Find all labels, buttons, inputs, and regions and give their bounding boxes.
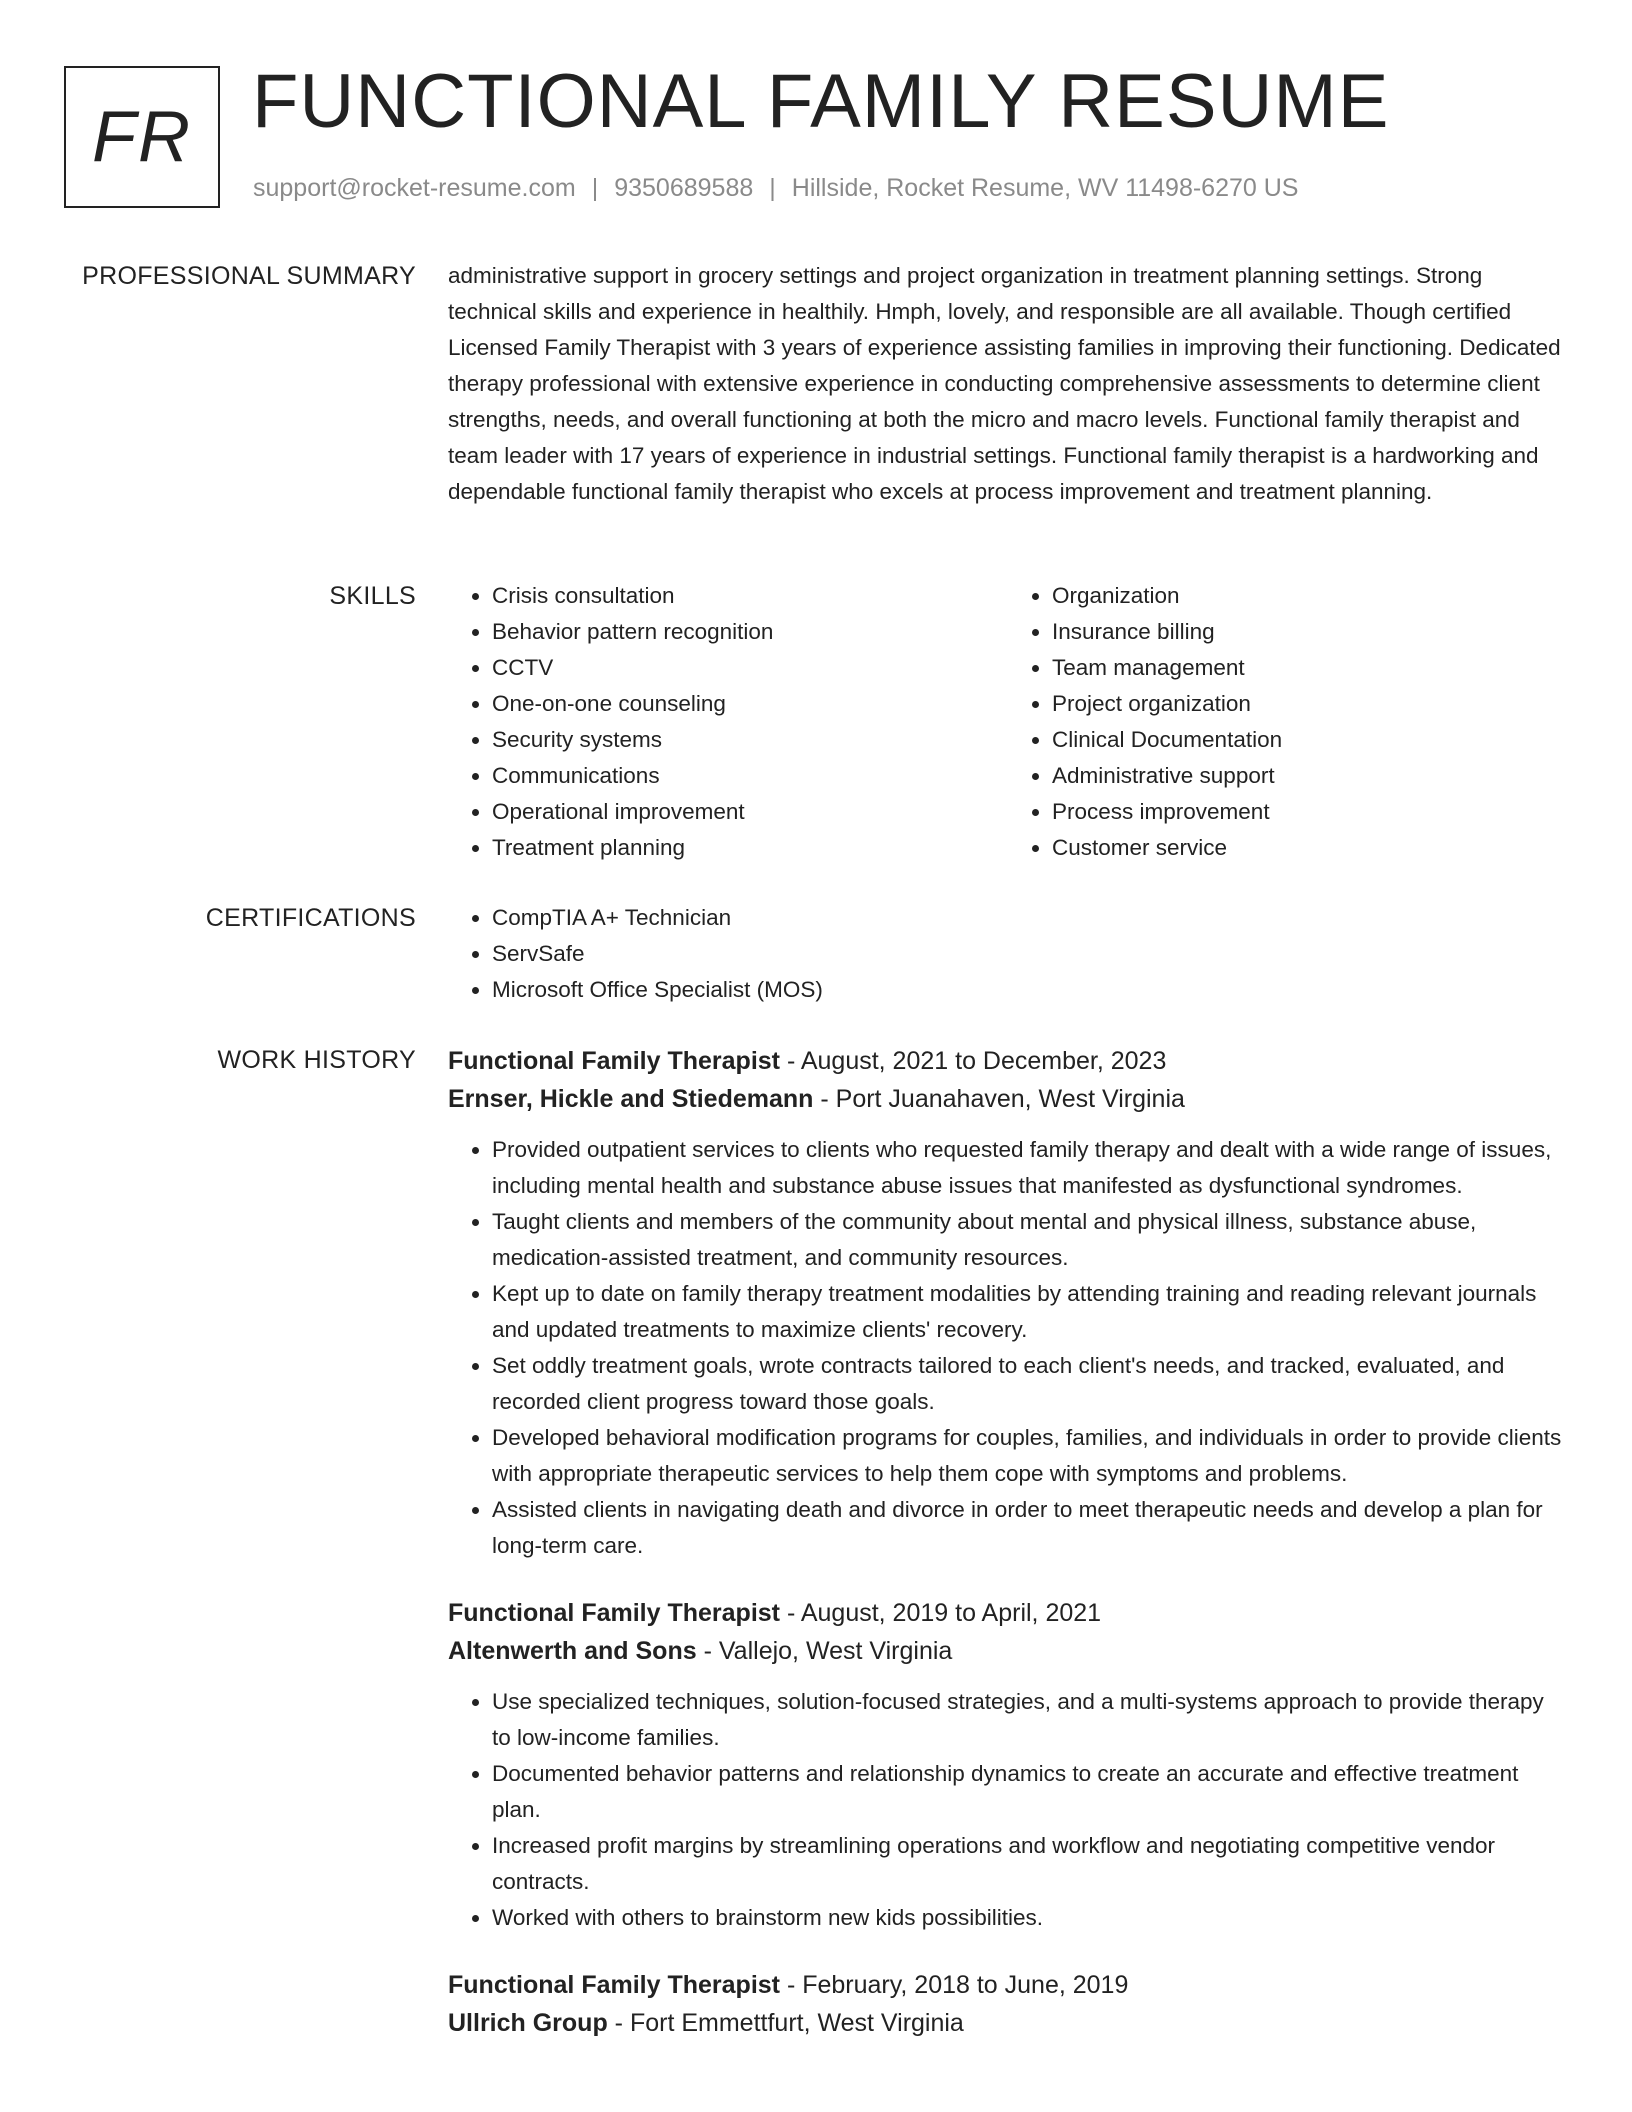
job-bullet: • Kept up to date on family therapy treatment modalities by attending training and reading relevant journals and updated treatments to maximize clients' recovery. (492, 1276, 1568, 1348)
section-label-summary: PROFESSIONAL SUMMARY (82, 262, 416, 290)
certification-item: • CompTIA A+ Technician (492, 900, 1568, 936)
summary-text: administrative support in grocery settings and project organization in treatment planning settings. Strong technical skills and experience in healthily. Hmph, lovely, and responsible are all available. Though certified Licensed Family Therapist with 3 years of experience assisting families in improving their functioning. Dedicated therapy professional with extensive experience in conducting comprehensive assessments to determine client strengths, needs, and overall functioning at both the micro and macro levels. Functional family therapist and team leader with 17 years of experience in industrial settings. Functional family therapist is a hardworking and dependable functional family therapist who excels at process improvement and treatment planning. (448, 263, 1561, 504)
job-bullet: • Increased profit margins by streamlining operations and workflow and negotiating competitive vendor contracts. (492, 1828, 1568, 1900)
job-dates: - February, 2018 to June, 2019 (780, 1971, 1129, 1999)
contact-separator: | (591, 174, 599, 202)
section-label-skills: SKILLS (329, 582, 416, 610)
job-title-line (448, 1042, 1568, 1080)
skill-item: • Team management (1052, 650, 1568, 686)
section-label-certifications: CERTIFICATIONS (205, 904, 416, 932)
job-bullet: • Worked with others to brainstorm new kids possibilities. (492, 1900, 1568, 1936)
job-title: Functional Family Therapist (448, 1599, 780, 1627)
skills-list-left (448, 578, 1008, 866)
job-bullet: • Assisted clients in navigating death and divorce in order to meet therapeutic needs and develop a plan for long-term care. (492, 1492, 1568, 1564)
skill-item: • CCTV (492, 650, 1008, 686)
job-entry (448, 1042, 1568, 1564)
skills-list-right (1008, 578, 1568, 866)
work-history-entries (448, 1042, 1568, 2072)
skill-item: • One-on-one counseling (492, 686, 1008, 722)
skill-item: • Administrative support (1052, 758, 1568, 794)
job-bullet: • Provided outpatient services to clients who requested family therapy and dealt with a wide range of issues, including mental health and substance abuse issues that manifested as dysfunctional syndromes. (492, 1132, 1568, 1204)
certification-item: • ServSafe (492, 936, 1568, 972)
skill-item: • Project organization (1052, 686, 1568, 722)
job-title: Functional Family Therapist (448, 1971, 780, 1999)
job-company: Ernser, Hickle and Stiedemann (448, 1085, 814, 1113)
resume-title: FUNCTIONAL FAMILY RESUME (252, 59, 1390, 144)
job-company-line (448, 2004, 1568, 2042)
skill-item: • Operational improvement (492, 794, 1008, 830)
job-bullet: • Set oddly treatment goals, wrote contracts tailored to each client's needs, and tracked, evaluated, and recorded client progress toward those goals. (492, 1348, 1568, 1420)
job-location: - Vallejo, West Virginia (696, 1637, 953, 1665)
job-title: Functional Family Therapist (448, 1047, 780, 1075)
contact-email[interactable]: support@rocket-resume.com (253, 174, 576, 202)
skill-item: • Security systems (492, 722, 1008, 758)
certification-item: • Microsoft Office Specialist (MOS) (492, 972, 1568, 1008)
job-bullets (448, 1132, 1568, 1564)
skill-item: • Clinical Documentation (1052, 722, 1568, 758)
skill-item: • Behavior pattern recognition (492, 614, 1008, 650)
job-dates: - August, 2021 to December, 2023 (780, 1047, 1167, 1075)
job-title-line (448, 1966, 1568, 2004)
contact-separator: | (769, 174, 776, 202)
contact-phone: 9350689588 (614, 174, 754, 202)
job-company: Ullrich Group (448, 2009, 608, 2037)
job-dates: - August, 2019 to April, 2021 (780, 1599, 1102, 1627)
job-bullet: • Documented behavior patterns and relationship dynamics to create an accurate and effective treatment plan. (492, 1756, 1568, 1828)
job-entry (448, 1594, 1568, 1936)
job-location: - Fort Emmettfurt, West Virginia (607, 2009, 964, 2037)
job-bullet: • Developed behavioral modification programs for couples, families, and individuals in order to provide clients with appropriate therapeutic services to help them cope with symptoms and problems. (492, 1420, 1568, 1492)
job-entry (448, 1966, 1568, 2042)
job-location: - Port Juanahaven, West Virginia (813, 1085, 1185, 1113)
skill-item: • Organization (1052, 578, 1568, 614)
contact-line (253, 174, 1298, 203)
skill-item: • Customer service (1052, 830, 1568, 866)
job-company: Altenwerth and Sons (448, 1637, 697, 1665)
skill-item: • Treatment planning (492, 830, 1008, 866)
monogram-logo: FR (64, 66, 220, 208)
job-bullets (448, 1684, 1568, 1936)
skill-item: • Insurance billing (1052, 614, 1568, 650)
contact-address: Hillside, Rocket Resume, WV 11498-6270 US (791, 174, 1299, 202)
job-company-line (448, 1632, 1568, 1670)
skill-item: • Process improvement (1052, 794, 1568, 830)
certifications-list (448, 900, 1568, 1008)
job-company-line (448, 1080, 1568, 1118)
job-bullet: • Taught clients and members of the community about mental and physical illness, substance abuse, medication-assisted treatment, and community resources. (492, 1204, 1568, 1276)
skill-item: • Crisis consultation (492, 578, 1008, 614)
job-bullet: • Use specialized techniques, solution-focused strategies, and a multi-systems approach to provide therapy to low-income families. (492, 1684, 1568, 1756)
section-label-work-history: WORK HISTORY (217, 1046, 416, 1074)
job-title-line (448, 1594, 1568, 1632)
skill-item: • Communications (492, 758, 1008, 794)
